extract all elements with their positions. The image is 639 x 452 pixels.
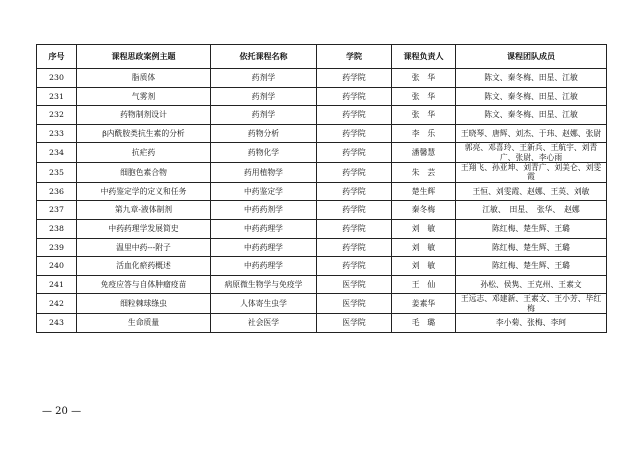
cell-course-lead: 王 仙: [392, 275, 456, 294]
cell-index: 232: [37, 106, 77, 125]
cell-course-name: 药用植物学: [211, 163, 317, 183]
cell-index: 243: [37, 314, 77, 333]
cell-course-name: 中药药剂学: [211, 201, 317, 220]
cell-case-topic: 气雾剂: [77, 87, 211, 106]
cell-college: 医学院: [317, 294, 392, 314]
cell-course-name: 药剂学: [211, 87, 317, 106]
cell-course-lead: 刘 敏: [392, 238, 456, 257]
header-course-name: 依托课程名称: [211, 45, 317, 69]
cell-college: 医学院: [317, 314, 392, 333]
cell-team-members: 陈红梅、楚生辉、王璐: [456, 257, 607, 276]
cell-course-lead: 潘馨慧: [392, 143, 456, 163]
cell-college: 药学院: [317, 69, 392, 88]
cell-team-members: 王恒、刘雯霞、赵娜、王英、刘敏: [456, 182, 607, 201]
cell-team-members: 郭亮、邓喜玲、王新兵、王航宇、刘青广、张尉、李心雨: [456, 143, 607, 163]
cell-college: 药学院: [317, 201, 392, 220]
cell-course-lead: 张 华: [392, 69, 456, 88]
cell-case-topic: 中药药理学发展简史: [77, 219, 211, 238]
cell-course-lead: 姜素华: [392, 294, 456, 314]
cell-team-members: 陈文、秦冬梅、田星、江敏: [456, 69, 607, 88]
table-header-row: [37, 45, 607, 69]
cell-team-members: 陈文、秦冬梅、田星、江敏: [456, 106, 607, 125]
cell-college: 药学院: [317, 219, 392, 238]
cell-index: 240: [37, 257, 77, 276]
cell-course-lead: 刘 敏: [392, 257, 456, 276]
cell-college: 药学院: [317, 143, 392, 163]
cell-team-members: 李小菊、张梅、李珂: [456, 314, 607, 333]
cell-course-name: 社会医学: [211, 314, 317, 333]
cell-team-members: 王晓琴、唐辉、刘杰、于玮、赵娜、张尉: [456, 124, 607, 143]
cell-college: 药学院: [317, 163, 392, 183]
table-row: [37, 238, 607, 257]
cell-case-topic: 脂质体: [77, 69, 211, 88]
table-row: [37, 275, 607, 294]
table-row: [37, 143, 607, 163]
cell-case-topic: 生命质量: [77, 314, 211, 333]
header-index: 序号: [37, 45, 77, 69]
table-row: [37, 257, 607, 276]
cell-course-lead: 秦冬梅: [392, 201, 456, 220]
header-case-topic: 课程思政案例主题: [77, 45, 211, 69]
table-row: [37, 294, 607, 314]
cell-index: 237: [37, 201, 77, 220]
course-table: [36, 44, 607, 333]
cell-course-lead: 朱 芸: [392, 163, 456, 183]
cell-case-topic: 活血化瘀药概述: [77, 257, 211, 276]
cell-case-topic: 抗疟药: [77, 143, 211, 163]
cell-course-name: 人体寄生虫学: [211, 294, 317, 314]
cell-team-members: 王远志、邓建新、王素文、王小芳、毕红梅: [456, 294, 607, 314]
cell-college: 药学院: [317, 238, 392, 257]
page-number: — 20 —: [42, 406, 82, 417]
cell-index: 238: [37, 219, 77, 238]
cell-college: 药学院: [317, 106, 392, 125]
cell-team-members: 王翔飞、孙亚坤、刘青广、刘美仑、刘雯霞: [456, 163, 607, 183]
cell-course-name: 药物化学: [211, 143, 317, 163]
cell-team-members: 孙松、侯隽、王克州、王素文: [456, 275, 607, 294]
cell-course-lead: 张 华: [392, 87, 456, 106]
cell-course-name: 中药药理学: [211, 219, 317, 238]
cell-team-members: 江敏、 田星、 张华、 赵娜: [456, 201, 607, 220]
cell-team-members: 陈红梅、楚生辉、王璐: [456, 219, 607, 238]
cell-course-name: 病原微生物学与免疫学: [211, 275, 317, 294]
cell-index: 235: [37, 163, 77, 183]
cell-course-lead: 李 乐: [392, 124, 456, 143]
cell-index: 234: [37, 143, 77, 163]
table-row: [37, 106, 607, 125]
cell-college: 药学院: [317, 87, 392, 106]
table-row: [37, 182, 607, 201]
header-team-members: 课程团队成员: [456, 45, 607, 69]
cell-case-topic: 中药鉴定学的定义和任务: [77, 182, 211, 201]
cell-case-topic: 免疫应答与自体肿瘤疫苗: [77, 275, 211, 294]
cell-course-lead: 张 华: [392, 106, 456, 125]
cell-course-name: 药剂学: [211, 106, 317, 125]
table-row: [37, 219, 607, 238]
cell-index: 239: [37, 238, 77, 257]
cell-case-topic: 第九章-液体制剂: [77, 201, 211, 220]
cell-case-topic: 药物制剂设计: [77, 106, 211, 125]
table-row: [37, 69, 607, 88]
cell-index: 233: [37, 124, 77, 143]
cell-case-topic: 温里中药---附子: [77, 238, 211, 257]
cell-index: 242: [37, 294, 77, 314]
cell-index: 230: [37, 69, 77, 88]
cell-course-lead: 楚生辉: [392, 182, 456, 201]
cell-course-name: 中药药理学: [211, 238, 317, 257]
header-college: 学院: [317, 45, 392, 69]
cell-index: 241: [37, 275, 77, 294]
cell-case-topic: 细胞色素合物: [77, 163, 211, 183]
table-row: [37, 87, 607, 106]
cell-index: 231: [37, 87, 77, 106]
header-course-lead: 课程负责人: [392, 45, 456, 69]
cell-course-name: 中药鉴定学: [211, 182, 317, 201]
cell-course-lead: 毛 璐: [392, 314, 456, 333]
cell-college: 医学院: [317, 275, 392, 294]
cell-case-topic: β内酰胺类抗生素的分析: [77, 124, 211, 143]
cell-course-name: 中药药理学: [211, 257, 317, 276]
table-row: [37, 163, 607, 183]
cell-case-topic: 细粒棘球绦虫: [77, 294, 211, 314]
table-row: [37, 314, 607, 333]
table-row: [37, 201, 607, 220]
cell-college: 药学院: [317, 257, 392, 276]
cell-team-members: 陈文、秦冬梅、田星、江敏: [456, 87, 607, 106]
cell-index: 236: [37, 182, 77, 201]
cell-team-members: 陈红梅、楚生辉、王璐: [456, 238, 607, 257]
cell-college: 药学院: [317, 124, 392, 143]
table-row: [37, 124, 607, 143]
cell-course-name: 药剂学: [211, 69, 317, 88]
cell-course-lead: 刘 敏: [392, 219, 456, 238]
cell-course-name: 药物分析: [211, 124, 317, 143]
cell-college: 药学院: [317, 182, 392, 201]
